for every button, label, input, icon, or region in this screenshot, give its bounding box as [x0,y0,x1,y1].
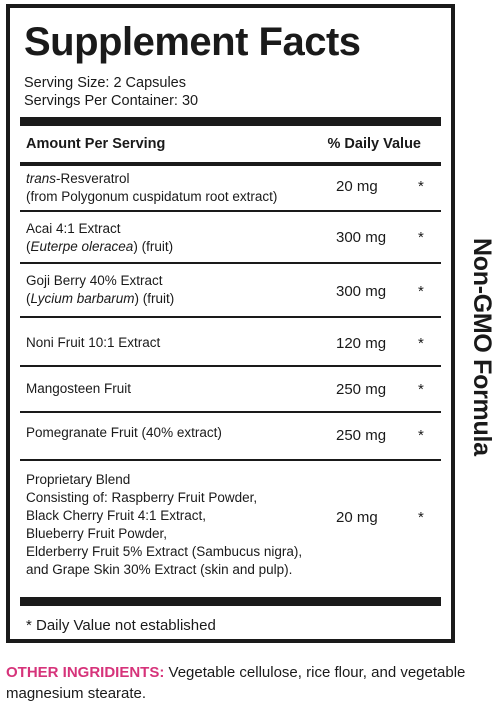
table-row [20,166,441,210]
other-ingredients [6,662,491,704]
ingredient-latin-name: Lycium barbarum [30,291,135,306]
blend-description [26,461,441,579]
table-row [20,413,441,459]
ingredient-dv: * [418,509,424,526]
ingredient-name: Acai 4:1 Extract [26,221,121,236]
blend-line: Consisting of: Raspberry Fruit Powder, [26,490,258,505]
ingredient-dv: * [418,427,424,444]
ingredient-amount: 250 mg [336,427,387,444]
ingredient-name: Pomegranate Fruit (40% extract) [26,425,222,440]
ingredient-amount: 120 mg [336,335,387,352]
ingredient-name-italic: trans [26,171,57,186]
blend-line: Black Cherry Fruit 4:1 Extract, [26,508,207,523]
supplement-facts-panel [6,4,455,643]
paren-open: ( [26,291,31,306]
ingredient-amount: 300 mg [336,229,387,246]
table-header [20,126,441,162]
table-row [20,367,441,411]
serving-info [24,74,441,110]
ingredient-amount: 20 mg [336,509,378,526]
ingredient-name: Noni Fruit 10:1 Extract [26,335,161,350]
ingredient-amount: 250 mg [336,381,387,398]
thick-divider [20,597,441,606]
ingredient-dv: * [418,229,424,246]
non-gmo-label: Non-GMO Formula [468,238,496,456]
footnote: * Daily Value not established [26,617,216,634]
blend-line: Blueberry Fruit Powder, [26,526,168,541]
table-row [20,264,441,316]
ingredient-name: Goji Berry 40% Extract [26,273,163,288]
panel-title: Supplement Facts [24,20,361,64]
ingredient-dv: * [418,283,424,300]
serving-size: Serving Size: 2 Capsules [24,75,186,91]
ingredient-latin-name: Euterpe oleracea [30,239,134,254]
amount-per-serving-label: Amount Per Serving [26,136,166,152]
blend-line: Proprietary Blend [26,472,131,487]
daily-value-label: % Daily Value [327,136,421,152]
thick-divider [20,117,441,126]
blend-line: and Grape Skin 30% Extract (skin and pulp). [26,562,293,577]
paren-open: ( [26,239,31,254]
servings-per-container: Servings Per Container: 30 [24,93,199,109]
ingredient-amount: 20 mg [336,178,378,195]
table-row [20,212,441,262]
other-ingredients-text: Vegetable cellulose, rice flour, and vegetable magnesium stearate. [6,664,466,702]
ingredient-dv: * [418,178,424,195]
paren-close: ) (fruit) [134,291,175,306]
paren-close: ) (fruit) [133,239,174,254]
ingredient-amount: 300 mg [336,283,387,300]
other-ingredients-label: OTHER INGRIDIENTS: [6,664,165,681]
ingredient-name [26,166,441,188]
ingredient-name-rest: -Resveratrol [56,171,130,186]
table-row [20,461,441,597]
ingredient-source: (from Polygonum cuspidatum root extract) [26,189,278,204]
ingredient-dv: * [418,381,424,398]
blend-line: Elderberry Fruit 5% Extract (Sambucus nigra), [26,544,303,559]
table-row [20,318,441,365]
ingredient-name: Mangosteen Fruit [26,381,132,396]
ingredient-dv: * [418,335,424,352]
